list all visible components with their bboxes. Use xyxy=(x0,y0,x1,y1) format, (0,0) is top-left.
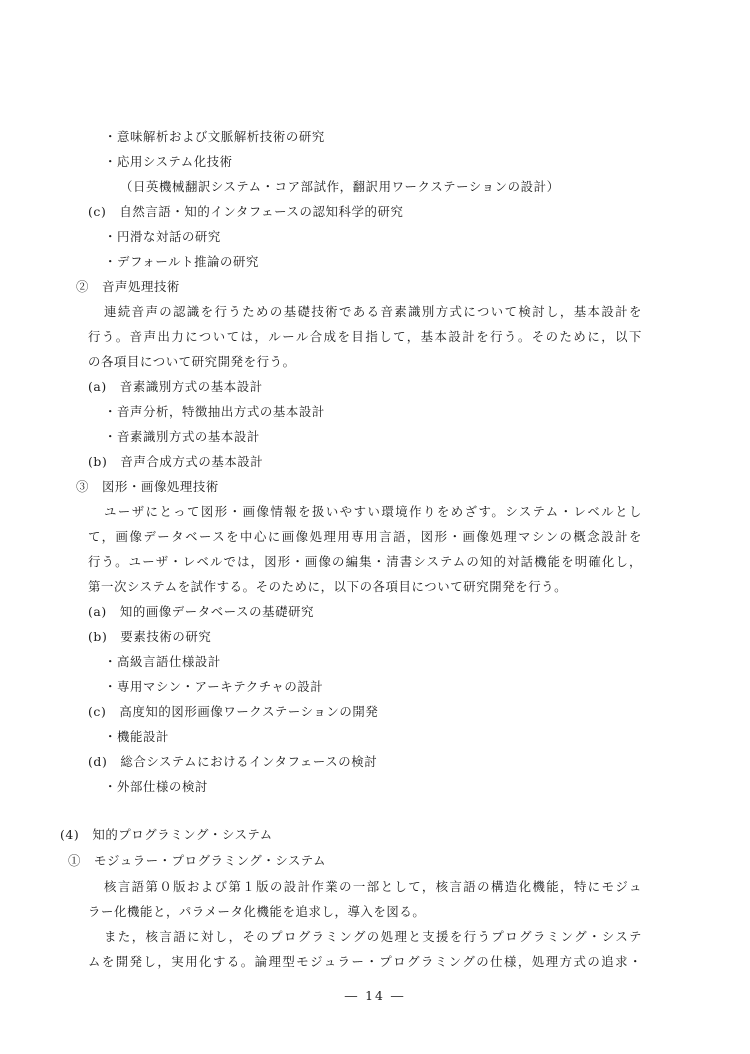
section-heading: ② 音声処理技術 xyxy=(76,279,180,294)
text-line: (b) 音声合成方式の基本設計 xyxy=(88,454,264,469)
section-heading: ③ 図形・画像処理技術 xyxy=(76,479,219,494)
text-line: ・専用マシン・アーキテクチャの設計 xyxy=(104,679,324,694)
text-line: (a) 音素識別方式の基本設計 xyxy=(88,379,263,394)
text-line: ・デフォールト推論の研究 xyxy=(104,254,260,269)
text-line: ・高級言語仕様設計 xyxy=(104,654,221,669)
section-heading: ① モジュラー・プログラミング・システム xyxy=(68,853,327,868)
text-line: ユーザにとって図形・画像情報を扱いやすい環境作りをめざす。システム・レベルとし xyxy=(104,504,642,519)
text-line: 行う。ユーザ・レベルでは，図形・画像の編集・清書システムの知的対話機能を明確化し， xyxy=(88,554,642,569)
text-line: の各項目について研究開発を行う。 xyxy=(88,354,296,369)
text-line: また，核言語に対し，そのプログラミングの処理と支援を行うプログラミング・システ xyxy=(104,929,642,944)
text-line: ・円滑な対話の研究 xyxy=(104,229,221,244)
page-number: ― 14 ― xyxy=(344,988,406,1003)
text-line: ムを開発し，実用化する。論理型モジュラー・プログラミングの仕様，処理方式の追求・ xyxy=(88,954,642,969)
section-heading: (4) 知的プログラミング・システム xyxy=(60,827,273,842)
text-line: （日英機械翻訳システム・コア部試作，翻訳用ワークステーションの設計） xyxy=(120,179,560,194)
text-line: 行う。音声出力については，ルール合成を目指して，基本設計を行う。そのために，以下 xyxy=(88,329,642,344)
text-line: 第一次システムを試作する。そのために，以下の各項目について研究開発を行う。 xyxy=(88,579,568,594)
text-line: ・機能設計 xyxy=(104,729,169,744)
text-line: 連続音声の認識を行うための基礎技術である音素識別方式について検討し，基本設計を xyxy=(104,304,642,319)
text-line: (c) 自然言語・知的インタフェースの認知科学的研究 xyxy=(88,204,404,219)
text-line: ・音声分析，特徴抽出方式の基本設計 xyxy=(104,404,325,419)
text-line: ・音素識別方式の基本設計 xyxy=(104,429,260,444)
text-line: (c) 高度知的図形画像ワークステーションの開発 xyxy=(88,704,379,719)
text-line: て，画像データベースを中心に画像処理用専用言語，図形・画像処理マシンの概念設計を xyxy=(88,529,642,544)
text-line: (a) 知的画像データベースの基礎研究 xyxy=(88,604,315,619)
text-line: ・意味解析および文脈解析技術の研究 xyxy=(104,129,325,144)
text-line: (b) 要素技術の研究 xyxy=(88,629,212,644)
text-line: (d) 総合システムにおけるインタフェースの検討 xyxy=(88,754,378,769)
text-line: ・外部仕様の検討 xyxy=(104,779,208,794)
text-line: ラー化機能と，パラメータ化機能を追求し，導入を図る。 xyxy=(88,904,426,919)
text-line: ・応用システム化技術 xyxy=(104,154,233,169)
text-line: 核言語第０版および第１版の設計作業の一部として，核言語の構造化機能，特にモジュ xyxy=(104,879,642,894)
